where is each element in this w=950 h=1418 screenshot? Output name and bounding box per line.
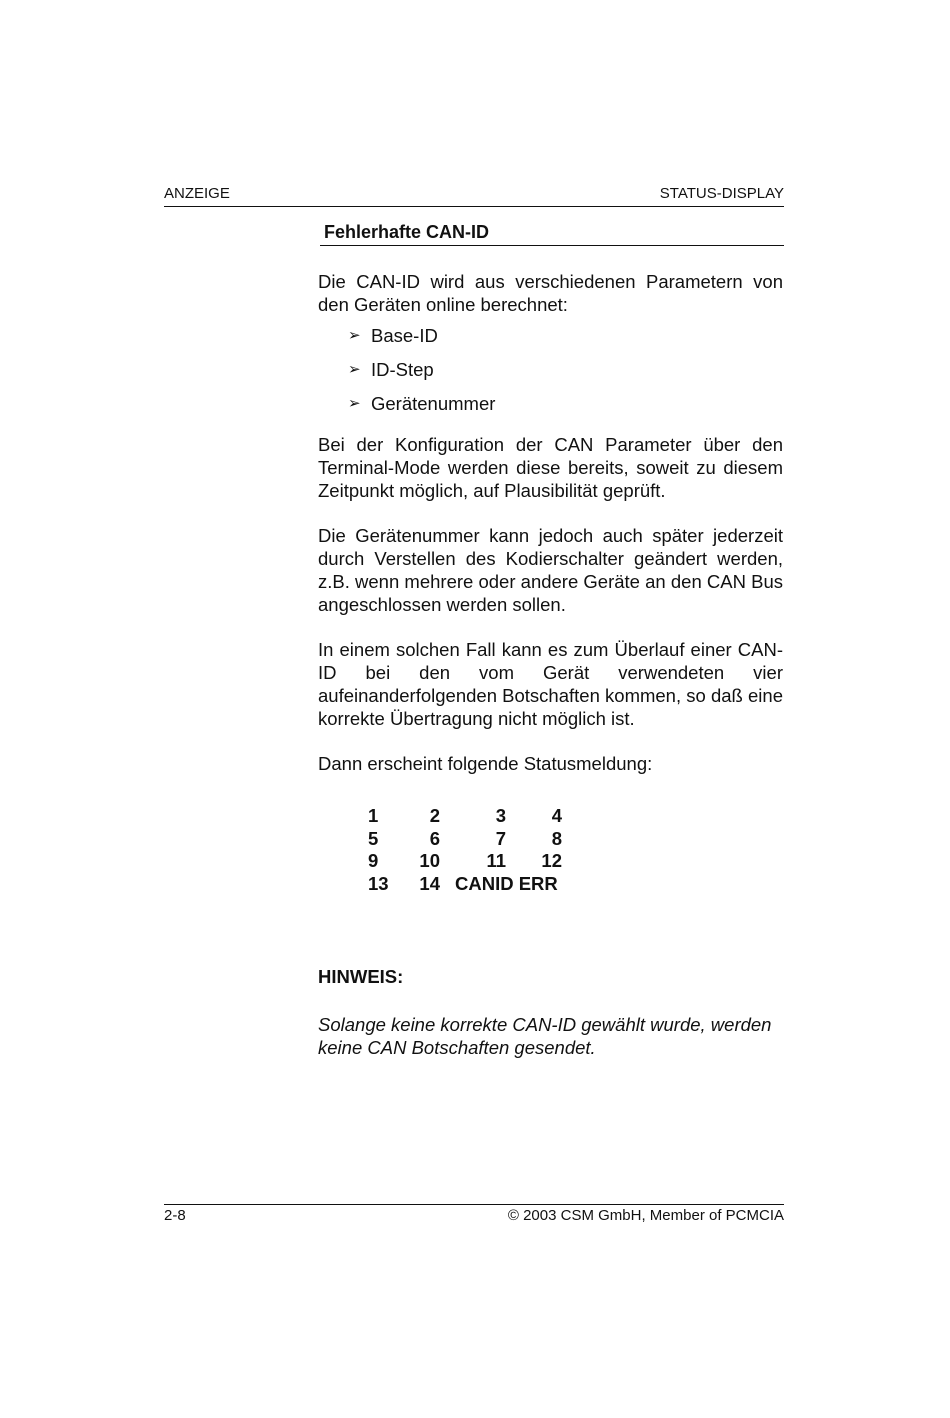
status-cell: 3 <box>495 805 506 827</box>
list-item <box>348 324 783 347</box>
status-cell: 6 <box>429 827 440 849</box>
status-cell: 14 <box>419 872 440 894</box>
table-row <box>364 850 562 873</box>
status-cell: 13 <box>368 872 389 894</box>
body-text <box>318 270 783 775</box>
paragraph-config: Bei der Konfiguration der CAN Parameter über den Terminal-Mode werden diese bereits, soweit zu diesem Zeitpunkt möglich, auf Plausibilität geprüft. <box>318 434 783 501</box>
status-cell: 2 <box>429 805 440 827</box>
title-underline <box>320 245 784 246</box>
copyright: © 2003 CSM GmbH, Member of PCMCIA <box>507 1207 784 1224</box>
status-cell: 1 <box>368 805 379 827</box>
table-row <box>364 805 562 828</box>
note-label: HINWEIS: <box>318 966 404 987</box>
arrow-bullet-icon: ➢ <box>348 327 361 344</box>
page-number: 2-8 <box>164 1207 186 1224</box>
status-cell: 5 <box>368 827 379 849</box>
section-title: Fehlerhafte CAN-ID <box>324 222 490 242</box>
list-item-label: Gerätenummer <box>371 393 496 414</box>
list-item <box>348 358 783 381</box>
paragraph-overflow: In einem solchen Fall kann es zum Überlauf einer CAN-ID bei den vom Gerät verwendeten vier aufeinanderfolgenden Botschaften kommen, so daß eine korrekte Übertragung nicht möglich ist. <box>318 639 783 729</box>
error-message-cell: CANID ERR <box>455 872 558 894</box>
header-section: STATUS-DISPLAY <box>659 185 784 202</box>
paragraph-device-number: Die Gerätenummer kann jedoch auch später jederzeit durch Verstellen des Kodierschalter geändert werden, z.B. wenn mehrere oder andere Geräte an den CAN Bus angeschlossen werden sollen. <box>318 525 783 615</box>
list-item <box>348 392 783 415</box>
intro-paragraph: Die CAN-ID wird aus verschiedenen Parametern von den Geräten online berechnet: <box>318 271 783 315</box>
list-item-label: ID-Step <box>371 359 434 380</box>
status-display-table <box>364 805 562 895</box>
status-cell: 12 <box>541 850 562 872</box>
status-cell: 10 <box>419 850 440 872</box>
status-cell: 9 <box>368 850 379 872</box>
status-cell: 7 <box>495 827 506 849</box>
table-row <box>364 873 562 896</box>
status-cell: 4 <box>551 805 562 827</box>
arrow-bullet-icon: ➢ <box>348 395 361 412</box>
status-cell: 8 <box>551 827 562 849</box>
status-cell: 11 <box>486 850 506 872</box>
arrow-bullet-icon: ➢ <box>348 361 361 378</box>
note-text: Solange keine korrekte CAN-ID gewählt wurde, werden keine CAN Botschaften gesendet. <box>318 1014 772 1058</box>
header-chapter: ANZEIGE <box>164 185 230 202</box>
paragraph-status-intro: Dann erscheint folgende Statusmeldung: <box>318 753 653 774</box>
table-row <box>364 828 562 851</box>
footer-rule <box>164 1204 784 1205</box>
list-item-label: Base-ID <box>371 325 438 346</box>
parameter-list <box>318 324 783 415</box>
header-rule <box>164 206 784 207</box>
